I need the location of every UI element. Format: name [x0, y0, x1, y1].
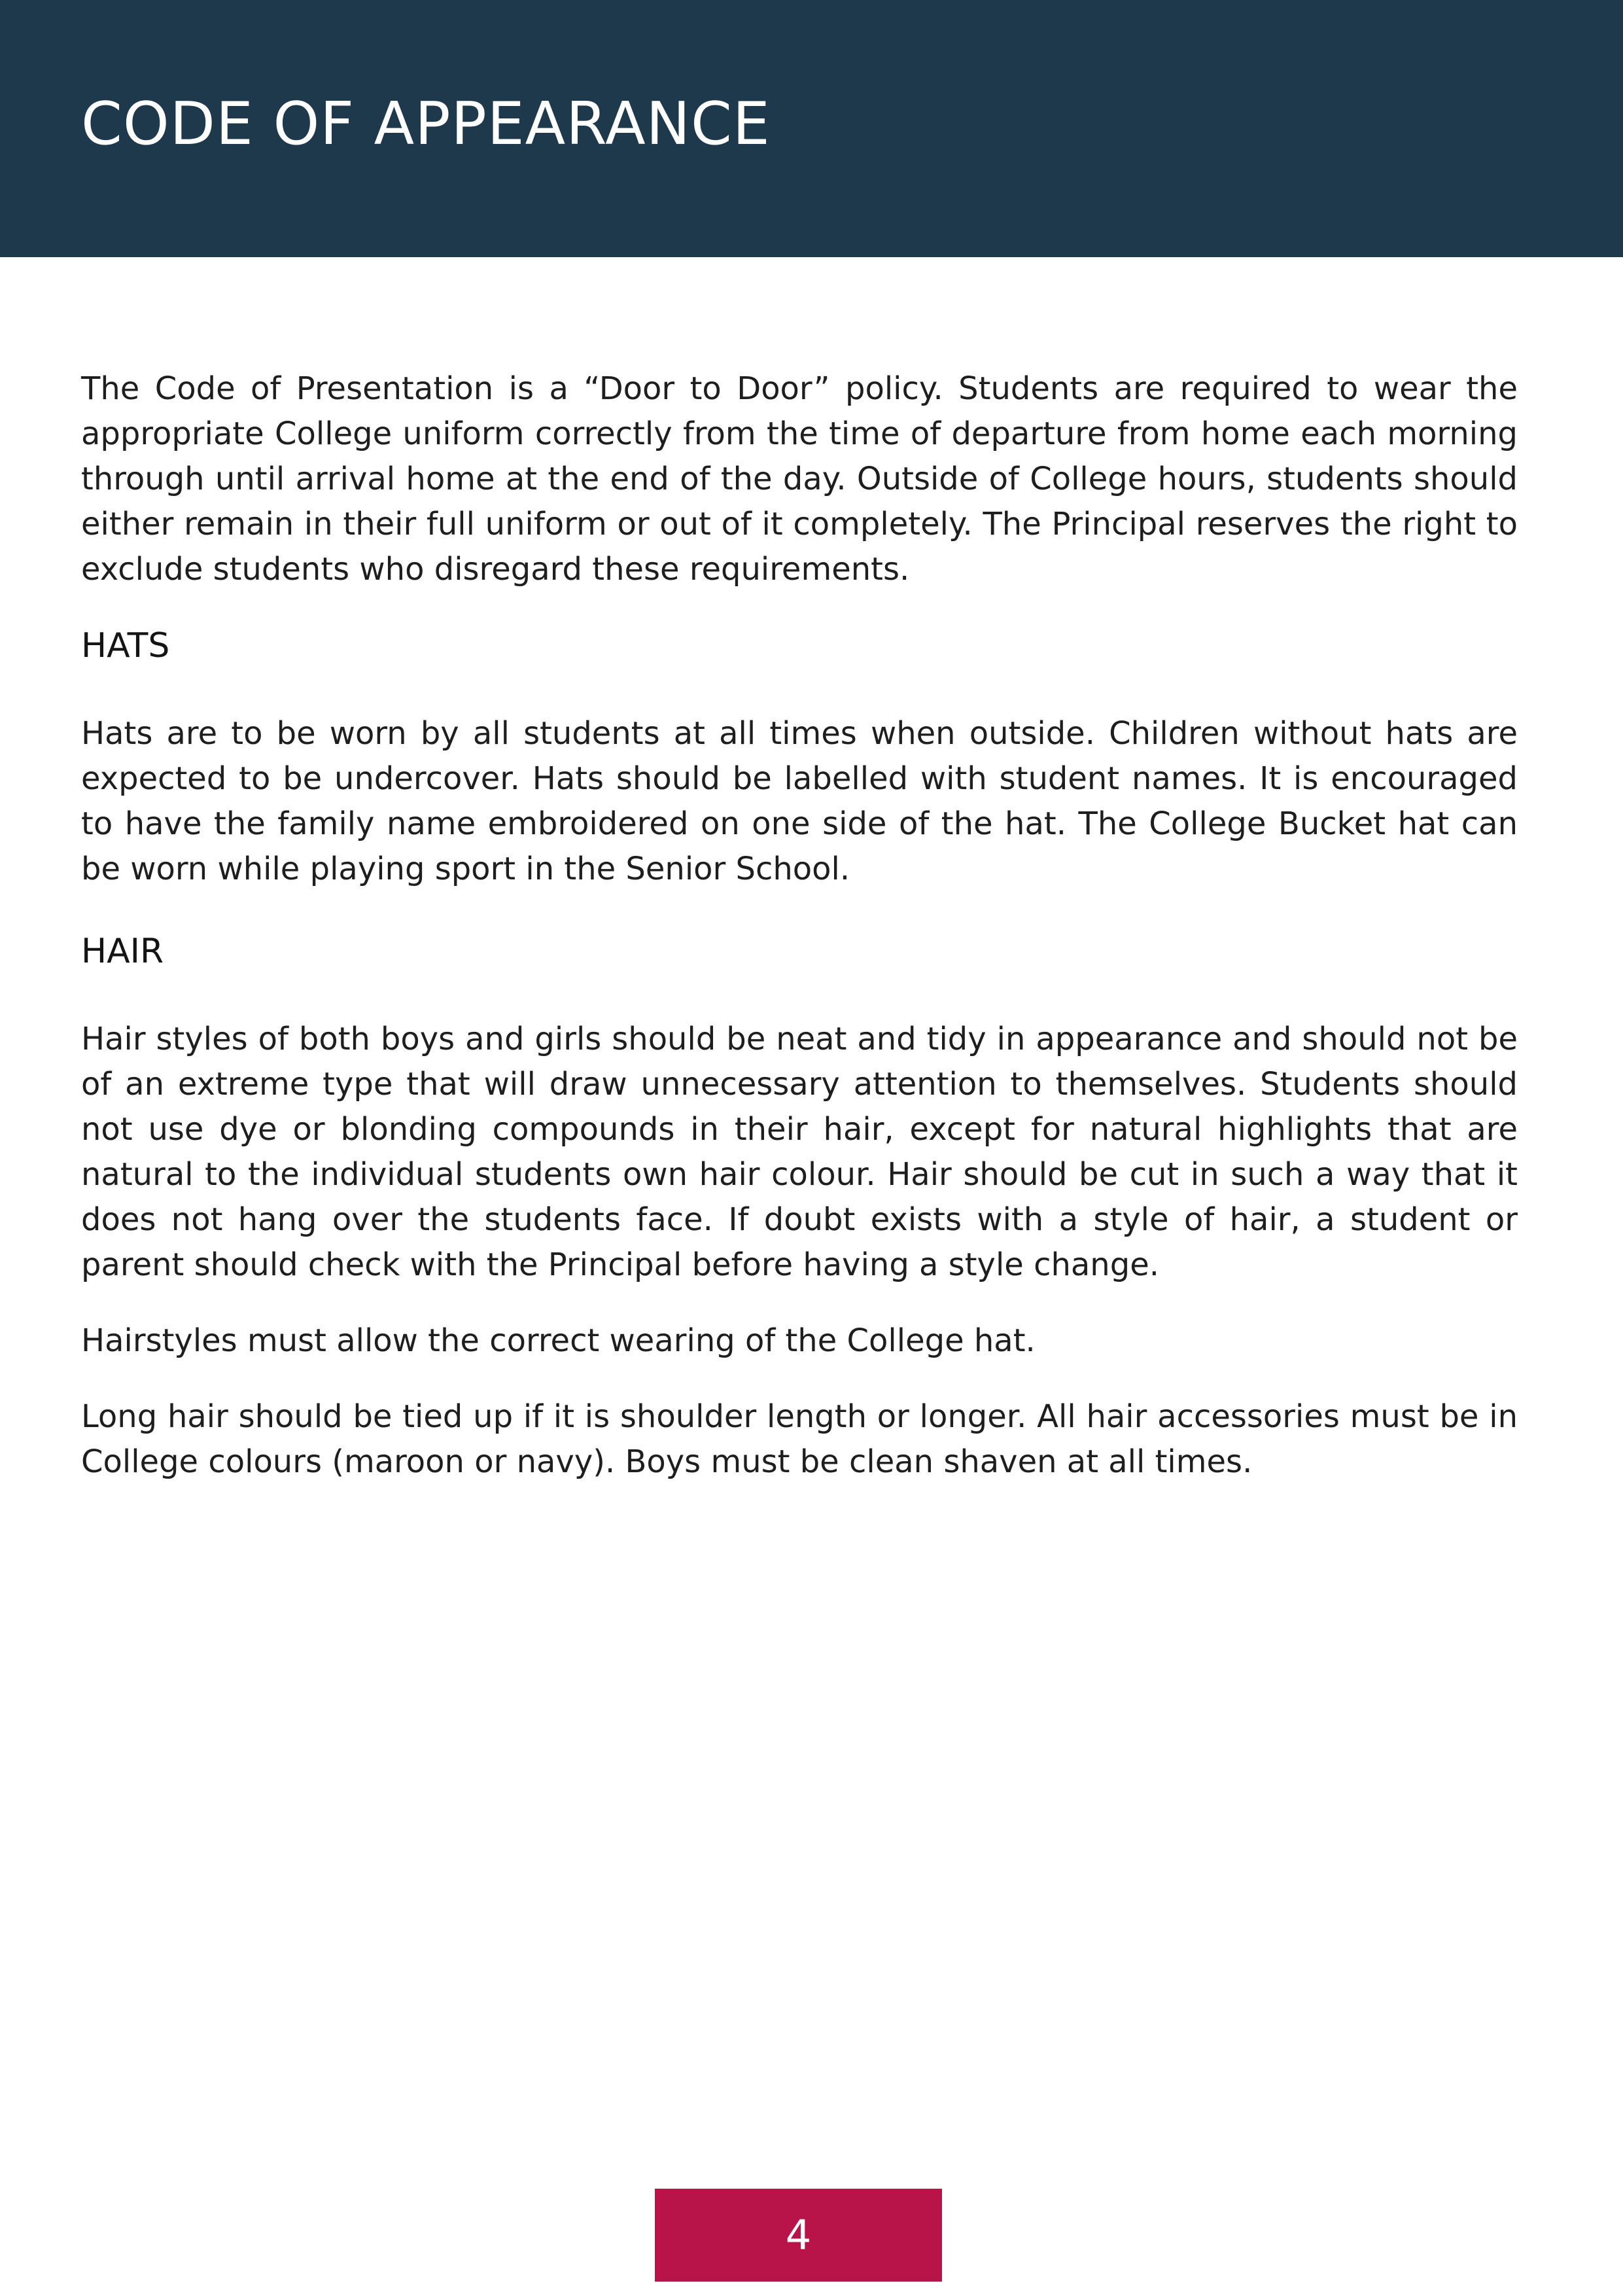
- intro-paragraph: The Code of Presentation is a “Door to Door” policy. Students are required to wear the appropriate College uniform correctly from the time of departure from home each morning through until arrival home at the end of the day. Outside of College hours, students should either remain in their full uniform or out of it completely. The Principal reserves the right to exclude students who disregard these requirements.: [81, 370, 1518, 588]
- page-number: 4: [785, 2211, 812, 2259]
- document-body: [81, 366, 1518, 1485]
- page-number-badge: [655, 2189, 942, 2282]
- header-band: [0, 0, 1623, 257]
- hair-paragraph-hat: Hairstyles must allow the correct wearing of the College hat.: [81, 1322, 1036, 1359]
- section-heading-hair: HAIR: [81, 932, 164, 971]
- section-heading-hats: HATS: [81, 626, 170, 665]
- page-title: CODE OF APPEARANCE: [81, 90, 771, 158]
- hats-paragraph: Hats are to be worn by all students at all times when outside. Children without hats are expected to be undercover. Hats should be labelled with student names. It is encouraged to have the family name embroidered on one side of the hat. The College Bucket hat can be worn while playing sport in the Senior School.: [81, 715, 1518, 887]
- hair-paragraph-styles: Hair styles of both boys and girls should be neat and tidy in appearance and should not be of an extreme type that will draw unnecessary attention to themselves. Students should not use dye or blonding compounds in their hair, except for natural highlights that are natural to the individual students own hair colour. Hair should be cut in such a way that it does not hang over the students face. If doubt exists with a style of hair, a student or parent should check with the Principal before having a style change.: [81, 1021, 1518, 1283]
- hair-paragraph-long-hair: Long hair should be tied up if it is shoulder length or longer. All hair accessories must be in College colours (maroon or navy). Boys must be clean shaven at all times.: [81, 1398, 1518, 1480]
